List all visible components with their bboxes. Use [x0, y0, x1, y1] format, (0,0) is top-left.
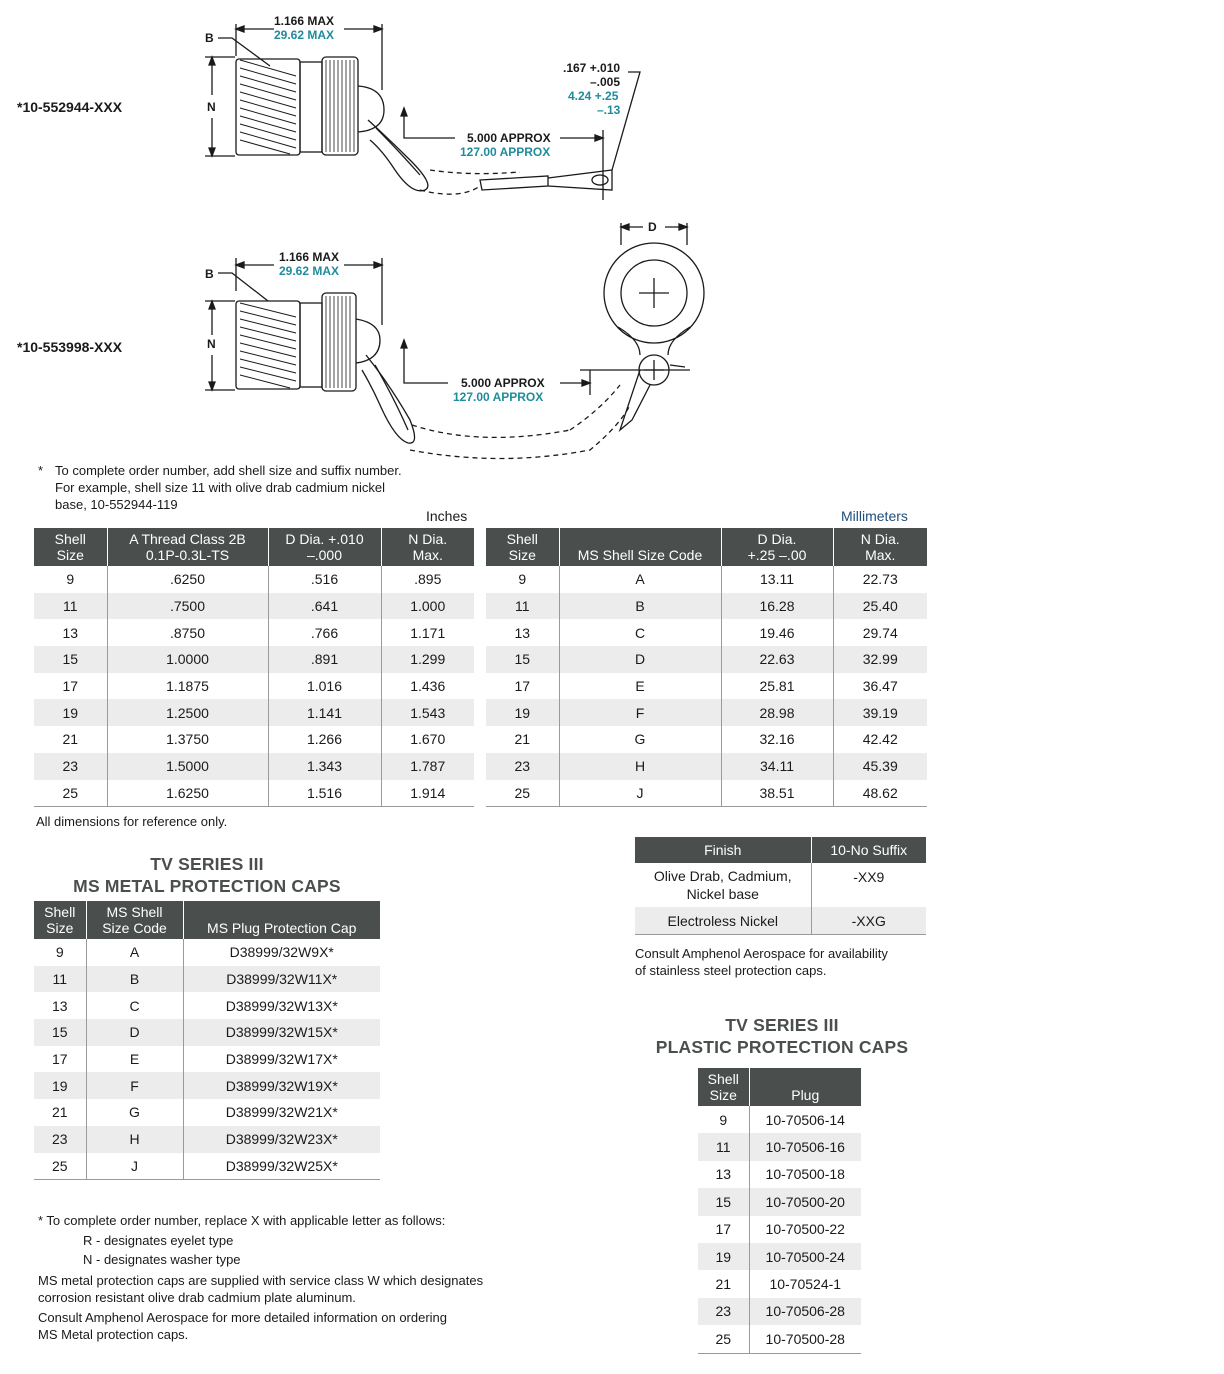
plastic-cell: 10-70506-28 — [749, 1298, 861, 1325]
length-in-1: 1.166 MAX — [274, 14, 335, 28]
label-n-1: N — [207, 100, 216, 114]
inches-cell: 1.171 — [410, 624, 446, 641]
inches-header-line: Max. — [412, 547, 443, 563]
metal-cell: D38999/32W9X* — [229, 944, 334, 961]
metal-cell: 23 — [34, 1126, 86, 1153]
metal-cell: D38999/32W13X* — [225, 997, 338, 1014]
mm-cell: 15 — [486, 646, 559, 673]
inches-cell: 1.436 — [410, 678, 446, 695]
mm-cell: 34.11 — [721, 753, 833, 780]
finish-header: Finish — [635, 837, 811, 863]
inches-cell: .891 — [268, 646, 381, 673]
plastic-cell: 10-70506-14 — [765, 1111, 845, 1128]
mm-cell: 42.42 — [862, 731, 898, 748]
metal-note-1: * To complete order number, replace X with applicable letter as follows: — [38, 1213, 446, 1228]
mm-row — [486, 726, 927, 753]
metal-cell: D38999/32W15X* — [183, 1019, 380, 1046]
metal-header-line: Shell — [44, 904, 76, 920]
metal-caps-title-line2: MS METAL PROTECTION CAPS — [73, 876, 341, 896]
approx-mm-2: 127.00 APPROX — [453, 390, 544, 404]
mm-cell: 22.73 — [862, 571, 898, 588]
inches-cell: 17 — [34, 673, 107, 700]
mm-cell: A — [559, 566, 721, 593]
mm-header-1 — [559, 528, 721, 566]
finish-cell — [635, 863, 811, 907]
metal-caps-title-line1: TV SERIES III — [150, 854, 264, 874]
mm-cell: 32.16 — [721, 726, 833, 753]
inches-cell: 1.299 — [381, 646, 474, 673]
metal-cell: D38999/32W21X* — [225, 1104, 338, 1121]
mm-cell: 25.40 — [833, 593, 927, 620]
inches-cell: 1.1875 — [107, 673, 268, 700]
mm-cell: B — [559, 593, 721, 620]
plastic-cell: 17 — [698, 1216, 749, 1243]
metal-row — [34, 1046, 380, 1073]
mm-cell: 22.63 — [721, 646, 833, 673]
mm-row — [486, 619, 927, 646]
finish-header-row — [635, 837, 926, 863]
mm-header-line: Shell — [506, 531, 538, 547]
inches-header-1 — [107, 528, 268, 566]
mm-row — [486, 593, 927, 620]
mm-cell: 45.39 — [833, 753, 927, 780]
part-number-1: *10-552944-XXX — [17, 99, 123, 115]
metal-row — [34, 1126, 380, 1153]
plastic-row — [698, 1216, 861, 1243]
mm-cell: 23 — [486, 753, 559, 780]
plastic-cell: 13 — [698, 1161, 749, 1188]
metal-cell: F — [86, 1072, 183, 1099]
finish-line1: Olive Drab, Cadmium, — [653, 868, 792, 884]
mm-table — [486, 528, 927, 807]
metal-cell: J — [86, 1153, 183, 1180]
plastic-cell: 25 — [698, 1325, 749, 1353]
plastic-cell: 23 — [698, 1298, 749, 1325]
mm-header-line: Size — [508, 547, 536, 563]
inches-header-line: D Dia. +.010 — [285, 531, 364, 547]
metal-cell: A — [86, 939, 183, 966]
inches-header-line: 0.1P-0.3L-TS — [145, 547, 230, 563]
plastic-row — [698, 1161, 861, 1188]
plastic-cell: 21 — [698, 1270, 749, 1297]
finish-cell: Electroless Nickel — [635, 907, 811, 935]
plastic-caps-title-line1: TV SERIES III — [725, 1015, 839, 1035]
metal-cell: 21 — [34, 1099, 86, 1126]
mm-row — [486, 780, 927, 807]
metal-note-6: Consult Amphenol Aerospace for more detailed information on ordering — [38, 1309, 448, 1325]
mm-header-3 — [833, 528, 927, 566]
metal-cell: D38999/32W19X* — [183, 1072, 380, 1099]
metal-header-line: Size Code — [102, 920, 167, 936]
metal-note-7: MS Metal protection caps. — [38, 1326, 189, 1342]
mm-cell: J — [559, 780, 721, 807]
tol-mm-line1: 4.24 +.25 — [568, 89, 619, 103]
plastic-cell: 10-70500-28 — [749, 1325, 861, 1353]
inches-cell: 1.670 — [410, 731, 446, 748]
mm-header-line: MS Shell Size Code — [577, 547, 703, 563]
plastic-row — [698, 1270, 861, 1297]
mm-cell: 39.19 — [833, 699, 927, 726]
inches-cell: 1.266 — [268, 726, 381, 753]
label-d: D — [648, 220, 657, 234]
inches-cell: 1.5000 — [107, 753, 268, 780]
plastic-row — [698, 1243, 861, 1270]
approx-in-2: 5.000 APPROX — [461, 376, 545, 390]
inches-cell: .6250 — [107, 566, 268, 593]
inches-cell: 13 — [34, 619, 107, 646]
mm-cell: G — [559, 726, 721, 753]
mm-cell: 38.51 — [721, 780, 833, 807]
metal-cell: H — [86, 1126, 183, 1153]
inches-row — [34, 619, 474, 646]
inches-header-line: –.000 — [306, 547, 343, 563]
mm-header-2 — [721, 528, 833, 566]
metal-cell: 11 — [34, 966, 86, 993]
mm-header-0 — [486, 528, 559, 566]
inches-header-line: N Dia. — [408, 531, 448, 547]
plastic-header-line: Plug — [791, 1087, 820, 1103]
inches-cell: 15 — [34, 646, 107, 673]
plastic-row — [698, 1298, 861, 1325]
order-note — [55, 462, 475, 513]
metal-row — [34, 1072, 380, 1099]
mm-header-row — [486, 528, 927, 566]
inches-cell: 1.2500 — [107, 699, 268, 726]
plastic-cell: 10-70506-16 — [749, 1133, 861, 1160]
inches-cell: 25 — [34, 780, 107, 807]
inches-cell: 1.543 — [381, 699, 474, 726]
plastic-caps-title — [632, 1014, 932, 1058]
inches-cell: 1.016 — [268, 673, 381, 700]
inches-cell: 19 — [34, 699, 107, 726]
inches-cell: 23 — [34, 753, 107, 780]
metal-caps-title — [34, 853, 380, 897]
inches-cell: 1.0000 — [107, 646, 268, 673]
finish-note-line2: of stainless steel protection caps. — [635, 963, 827, 978]
metal-cell: B — [86, 966, 183, 993]
plastic-header-0 — [698, 1068, 749, 1106]
length-in-2: 1.166 MAX — [279, 250, 340, 264]
suffix-header: 10-No Suffix — [811, 837, 926, 863]
metal-row — [34, 992, 380, 1019]
length-mm-1: 29.62 MAX — [274, 28, 335, 42]
metal-cell: 25 — [34, 1153, 86, 1180]
inches-row — [34, 726, 474, 753]
inches-cell: 1.516 — [268, 780, 381, 807]
metal-caps-notes — [38, 1211, 558, 1343]
metal-header-line: MS Shell — [106, 904, 163, 920]
metal-row — [34, 1019, 380, 1046]
metal-cell: G — [86, 1099, 183, 1126]
mm-cell: 25 — [486, 780, 559, 807]
plastic-cell: 10-70524-1 — [769, 1276, 842, 1293]
finish-row — [635, 907, 926, 935]
order-note-line3: base, 10-552944-119 — [55, 497, 178, 512]
part-number-2: *10-553998-XXX — [17, 339, 123, 355]
finish-note — [635, 945, 888, 979]
mm-row — [486, 566, 927, 593]
inches-cell: .516 — [268, 566, 381, 593]
finish-note-line1: Consult Amphenol Aerospace for availability — [635, 946, 888, 961]
metal-header-0 — [34, 901, 86, 939]
mm-cell: 21 — [486, 726, 559, 753]
inches-header-line: Shell — [54, 531, 86, 547]
metal-note-3: N - designates washer type — [83, 1252, 241, 1267]
mm-header-line: +.25 –.00 — [747, 547, 807, 563]
plastic-row — [698, 1133, 861, 1160]
mm-cell: H — [559, 753, 721, 780]
plastic-cell: 10-70500-18 — [765, 1166, 845, 1183]
mm-cell: 13 — [486, 619, 559, 646]
plastic-cell: 10-70500-24 — [749, 1243, 861, 1270]
plastic-row — [698, 1188, 861, 1215]
inches-header-2 — [268, 528, 381, 566]
metal-cell: 13 — [34, 992, 86, 1019]
inches-header-row — [34, 528, 474, 566]
metal-caps-table — [34, 901, 380, 1180]
inches-cell: 21 — [34, 726, 107, 753]
inches-cell: .7500 — [107, 593, 268, 620]
inches-cell: 1.787 — [381, 753, 474, 780]
inches-row — [34, 566, 474, 593]
plastic-caps-table — [698, 1068, 861, 1354]
mm-cell: 19.46 — [721, 619, 833, 646]
mm-header-line: Max. — [865, 547, 896, 563]
inches-header-0 — [34, 528, 107, 566]
mm-cell: 28.98 — [721, 699, 833, 726]
inches-cell: 9 — [34, 566, 107, 593]
metal-row — [34, 939, 380, 966]
inches-row — [34, 699, 474, 726]
plastic-cell: 10-70500-20 — [749, 1188, 861, 1215]
metal-header-line: Size — [46, 920, 74, 936]
inches-row — [34, 646, 474, 673]
reference-footnote: All dimensions for reference only. — [36, 814, 228, 829]
plastic-cell: 15 — [698, 1188, 749, 1215]
mm-cell: 9 — [486, 566, 559, 593]
metal-cell: D — [86, 1019, 183, 1046]
tol-in-line2: –.005 — [590, 75, 621, 89]
cap-drawing-2 — [0, 215, 720, 475]
plastic-cell: 10-70500-22 — [765, 1221, 845, 1238]
mm-header-line: D Dia. — [757, 531, 797, 547]
suffix-cell: -XX9 — [853, 869, 885, 885]
mm-cell: 36.47 — [862, 678, 898, 695]
mm-header-line: N Dia. — [860, 531, 900, 547]
suffix-cell: -XXG — [811, 907, 926, 935]
plastic-cell: 9 — [698, 1106, 749, 1133]
inches-cell: 1.914 — [381, 780, 474, 807]
mm-cell: C — [559, 619, 721, 646]
inches-cell: 11 — [34, 593, 107, 620]
plastic-header-line: Shell — [707, 1071, 739, 1087]
inches-header-line: A Thread Class 2B — [129, 531, 246, 547]
metal-cell: D38999/32W23X* — [183, 1126, 380, 1153]
inches-cell: .8750 — [107, 619, 268, 646]
inches-row — [34, 780, 474, 807]
plastic-caps-title-line2: PLASTIC PROTECTION CAPS — [655, 1037, 909, 1057]
mm-row — [486, 646, 927, 673]
metal-cell: D38999/32W17X* — [225, 1051, 338, 1068]
metal-header-line: MS Plug Protection Cap — [207, 920, 357, 936]
metal-note-2: R - designates eyelet type — [83, 1232, 234, 1248]
mm-cell: 16.28 — [721, 593, 833, 620]
metal-row — [34, 1153, 380, 1180]
inches-header-line: Size — [56, 547, 84, 563]
order-note-star: * — [38, 463, 44, 478]
mm-cell: 13.11 — [721, 566, 833, 593]
mm-cell: 48.62 — [833, 780, 927, 807]
inches-row — [34, 673, 474, 700]
metal-cell: E — [86, 1046, 183, 1073]
mm-cell: 11 — [486, 593, 559, 620]
metal-header-2 — [183, 901, 380, 939]
approx-mm-1: 127.00 APPROX — [460, 145, 551, 159]
inches-cell: .895 — [414, 571, 442, 588]
metal-cell: D38999/32W25X* — [183, 1153, 380, 1180]
mm-row — [486, 673, 927, 700]
order-note-line1: To complete order number, add shell size and suffix number. — [55, 463, 402, 478]
metal-cell: 19 — [34, 1072, 86, 1099]
label-b-1: B — [205, 31, 214, 45]
inches-row — [34, 753, 474, 780]
mm-cell: D — [559, 646, 721, 673]
approx-in-1: 5.000 APPROX — [467, 131, 551, 145]
metal-cell: 9 — [34, 939, 86, 966]
length-mm-2: 29.62 MAX — [279, 264, 340, 278]
plastic-cell: 19 — [698, 1243, 749, 1270]
millimeters-label: Millimeters — [841, 508, 908, 524]
metal-header-row — [34, 901, 380, 939]
mm-row — [486, 699, 927, 726]
finish-line2: Nickel base — [686, 886, 759, 902]
inches-cell: 1.6250 — [107, 780, 268, 807]
plastic-row — [698, 1106, 861, 1133]
mm-cell: F — [559, 699, 721, 726]
metal-row — [34, 1099, 380, 1126]
metal-cell: C — [86, 992, 183, 1019]
plastic-row — [698, 1325, 861, 1353]
mm-cell: 25.81 — [721, 673, 833, 700]
label-n-2: N — [207, 337, 216, 351]
mm-cell: 17 — [486, 673, 559, 700]
metal-header-1 — [86, 901, 183, 939]
mm-row — [486, 753, 927, 780]
plastic-header-row — [698, 1068, 861, 1106]
mm-cell: E — [559, 673, 721, 700]
mm-cell: 32.99 — [833, 646, 927, 673]
metal-cell: D38999/32W11X* — [183, 966, 380, 993]
metal-cell: 15 — [34, 1019, 86, 1046]
inches-cell: .766 — [268, 619, 381, 646]
metal-note-4: MS metal protection caps are supplied with service class W which designates — [38, 1272, 484, 1288]
inches-label: Inches — [426, 508, 468, 524]
metal-cell: 17 — [34, 1046, 86, 1073]
metal-row — [34, 966, 380, 993]
inches-table — [34, 528, 474, 807]
tol-in-line1: .167 +.010 — [563, 61, 621, 75]
inches-cell: 1.343 — [268, 753, 381, 780]
inches-cell: 1.3750 — [107, 726, 268, 753]
inches-cell: 1.141 — [268, 699, 381, 726]
inches-row — [34, 593, 474, 620]
plastic-cell: 11 — [698, 1133, 749, 1160]
metal-note-5: corrosion resistant olive drab cadmium plate aluminum. — [38, 1289, 356, 1305]
label-b-2: B — [205, 267, 214, 281]
inches-cell: 1.000 — [381, 593, 474, 620]
order-note-line2: For example, shell size 11 with olive drab cadmium nickel — [55, 480, 385, 495]
mm-cell: 19 — [486, 699, 559, 726]
plastic-header-line: Size — [709, 1087, 737, 1103]
plastic-header-1 — [749, 1068, 861, 1106]
finish-table — [635, 837, 926, 935]
inches-header-3 — [381, 528, 474, 566]
tol-mm-line2: –.13 — [597, 103, 621, 117]
cap-drawing-1 — [0, 0, 700, 215]
mm-cell: 29.74 — [862, 624, 898, 641]
inches-cell: .641 — [268, 593, 381, 620]
finish-row — [635, 863, 926, 907]
